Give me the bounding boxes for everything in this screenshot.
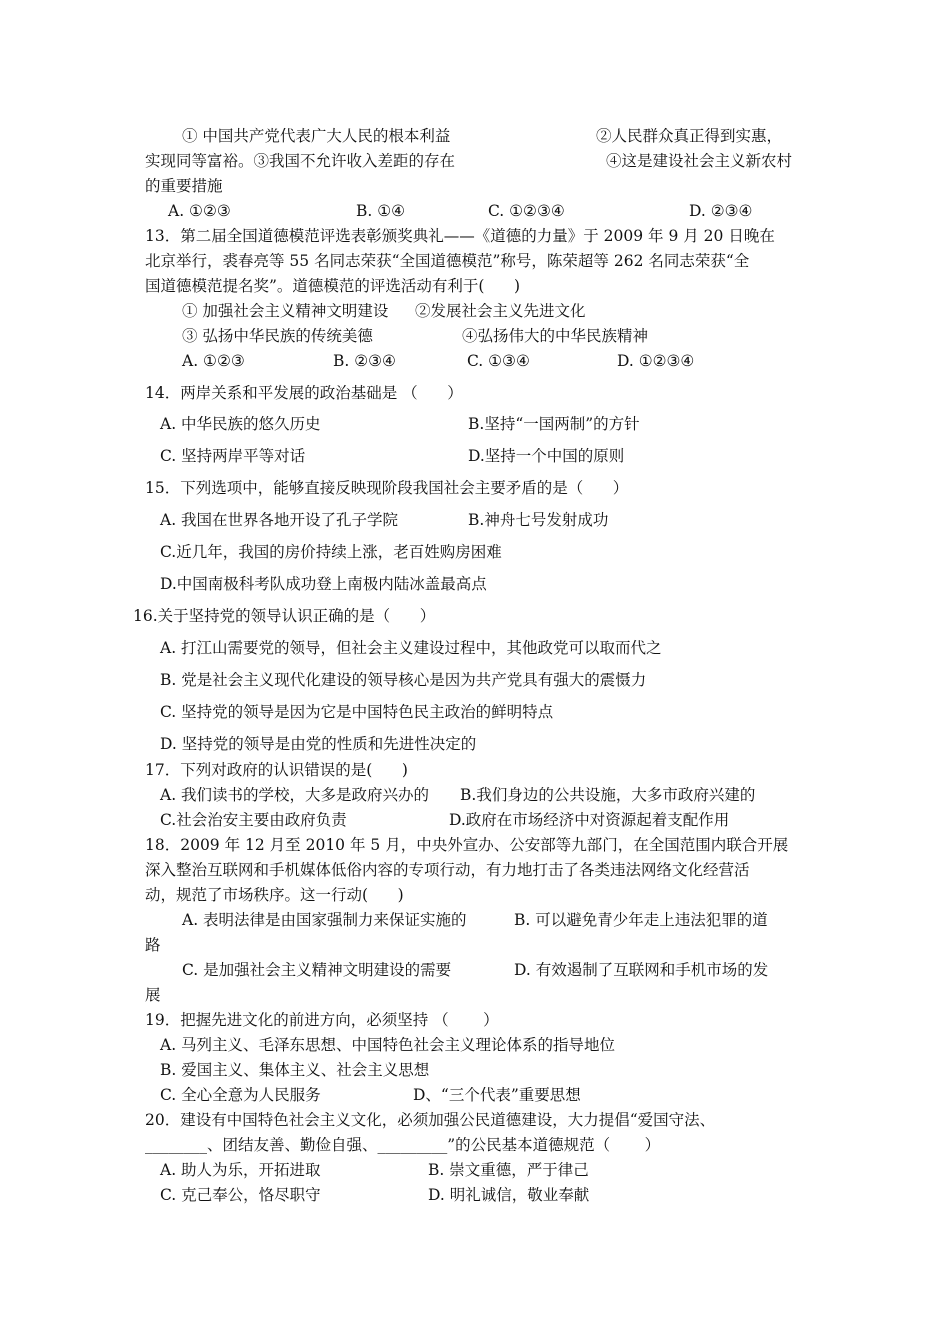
q18-answer-b-cont: 路 (145, 936, 161, 954)
q17-stem: 17．下列对政府的认识错误的是( ) (145, 761, 408, 779)
q17-answer-d: D.政府在市场经济中对资源起着支配作用 (449, 811, 730, 829)
q19-answer-a: A. 马列主义、毛泽东思想、中国特色社会主义理论体系的指导地位 (160, 1036, 616, 1054)
q16-answer-a: A. 打江山需要党的领导，但社会主义建设过程中，其他政党可以取而代之 (160, 639, 662, 657)
q20-stem-line1: 20．建设有中国特色社会主义文化，必须加强公民道德建设，大力提倡“爱国守法、 (145, 1111, 716, 1129)
q15-answer-b: B.神舟七号发射成功 (468, 511, 609, 529)
q16-answer-b: B. 党是社会主义现代化建设的领导核心是因为共产党具有强大的震慑力 (160, 671, 647, 689)
q14-answer-b: B.坚持“一国两制”的方针 (468, 415, 640, 433)
q18-stem-line1: 18．2009 年 12 月至 2010 年 5 月，中央外宣办、公安部等九部门，在全国范围内联合开展 (145, 836, 789, 854)
q12-option-4: ④这是建设社会主义新农村 (606, 152, 793, 170)
q14-answer-d: D.坚持一个中国的原则 (468, 447, 625, 465)
q13-stem-line3: 国道德模范提名奖”。道德模范的评选活动有利于( ) (145, 277, 521, 295)
q13-option-1: ① 加强社会主义精神文明建设 (182, 302, 389, 320)
q19-answer-b: B. 爱国主义、集体主义、社会主义思想 (160, 1061, 430, 1079)
q12-option-4-cont: 的重要措施 (145, 177, 223, 195)
q12-option-2: ②人民群众真正得到实惠， (596, 127, 783, 145)
q19-answer-d: D、“三个代表”重要思想 (413, 1086, 581, 1104)
q20-answer-b: B. 崇文重德，严于律己 (428, 1161, 589, 1179)
q13-answer-a: A. ①②③ (182, 352, 245, 370)
q15-answer-d: D.中国南极科考队成功登上南极内陆冰盖最高点 (160, 575, 487, 593)
q15-answer-c: C.近几年，我国的房价持续上涨，老百姓购房困难 (160, 543, 502, 561)
q17-answer-c: C.社会治安主要由政府负责 (160, 811, 347, 829)
q14-answer-a: A. 中华民族的悠久历史 (160, 415, 321, 433)
q12-answer-b: B. ①④ (356, 202, 406, 220)
q12-answer-a: A. ①②③ (168, 202, 231, 220)
q12-answer-d: D. ②③④ (689, 202, 753, 220)
q20-stem-line2: ________、团结友善、勤俭自强、_________”的公民基本道德规范（ ） (145, 1136, 661, 1154)
q16-answer-c: C. 坚持党的领导是因为它是中国特色民主政治的鲜明特点 (160, 703, 554, 721)
q18-answer-d-cont: 展 (145, 986, 161, 1004)
q15-answer-a: A. 我国在世界各地开设了孔子学院 (160, 511, 399, 529)
q19-stem: 19．把握先进文化的前进方向，必须坚持 （ ） (145, 1011, 499, 1029)
q13-answer-d: D. ①②③④ (617, 352, 695, 370)
q18-stem-line2: 深入整治互联网和手机媒体低俗内容的专项行动，有力地打击了各类违法网络文化经营活 (145, 861, 750, 879)
q17-answer-b: B.我们身边的公共设施，大多市政府兴建的 (460, 786, 756, 804)
q13-option-4: ④弘扬伟大的中华民族精神 (462, 327, 649, 345)
q17-answer-a: A. 我们读书的学校，大多是政府兴办的 (160, 786, 430, 804)
q19-answer-c: C. 全心全意为人民服务 (160, 1086, 321, 1104)
q12-answer-c: C. ①②③④ (488, 202, 565, 220)
q18-stem-line3: 动，规范了市场秩序。这一行动( ) (145, 886, 404, 904)
q13-answer-b: B. ②③④ (333, 352, 396, 370)
q14-answer-c: C. 坚持两岸平等对话 (160, 447, 306, 465)
q18-answer-a: A. 表明法律是由国家强制力来保证实施的 (182, 911, 467, 929)
q13-option-3: ③ 弘扬中华民族的传统美德 (182, 327, 373, 345)
q20-answer-a: A. 助人为乐，开拓进取 (160, 1161, 321, 1179)
q20-answer-d: D. 明礼诚信，敬业奉献 (428, 1186, 590, 1204)
q13-stem-line2: 北京举行，裘春亮等 55 名同志荣获“全国道德模范”称号，陈荣超等 262 名同志荣获“全 (145, 252, 750, 270)
q13-answer-c: C. ①③④ (467, 352, 530, 370)
q14-stem: 14．两岸关系和平发展的政治基础是 （ ） (145, 384, 463, 402)
q16-stem: 16.关于坚持党的领导认识正确的是（ ） (133, 607, 436, 625)
q12-option-2-cont: 实现同等富裕。③我国不允许收入差距的存在 (145, 152, 456, 170)
q20-answer-c: C. 克己奉公，恪尽职守 (160, 1186, 321, 1204)
q18-answer-c: C. 是加强社会主义精神文明建设的需要 (182, 961, 452, 979)
q18-answer-d: D. 有效遏制了互联网和手机市场的发 (514, 961, 769, 979)
q12-option-1: ① 中国共产党代表广大人民的根本利益 (182, 127, 451, 145)
q16-answer-d: D. 坚持党的领导是由党的性质和先进性决定的 (160, 735, 477, 753)
q13-option-2: ②发展社会主义先进文化 (415, 302, 586, 320)
q18-answer-b: B. 可以避免青少年走上违法犯罪的道 (514, 911, 768, 929)
q13-stem-line1: 13．第二届全国道德模范评选表彰颁奖典礼——《道德的力量》于 2009 年 9 月 20 日晚在 (145, 227, 775, 245)
q15-stem: 15．下列选项中，能够直接反映现阶段我国社会主要矛盾的是（ ） (145, 479, 629, 497)
